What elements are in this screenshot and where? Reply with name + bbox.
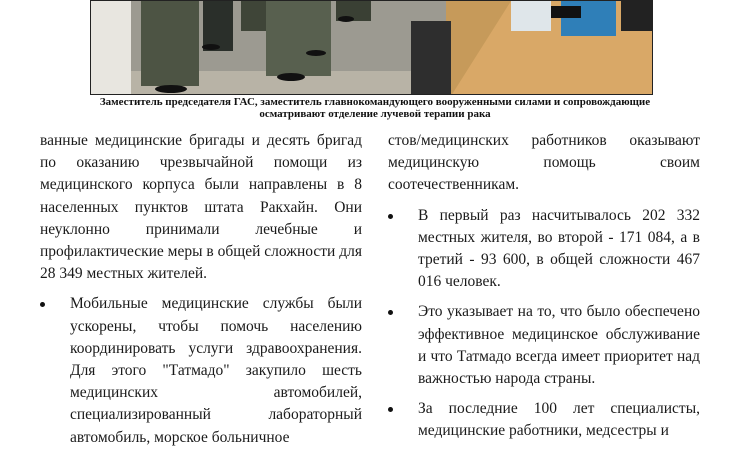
bullet-item — [388, 301, 700, 390]
bullet-item — [40, 293, 362, 448]
paragraph-continuation: ванные медицинские бригады и десять бригад по оказанию чрезвычайной помощи из медицинского корпуса были направлены в 8 населенных пунктов штата Ракхайн. Они неуклонно принимали лечебные и профилактические меры в общей сложности для 28 349 местных жителей. — [40, 132, 362, 283]
bullet-text: В первый раз насчитывалось 202 332 местных жителя, во второй - 171 084, а в третий - 93 600, в общей сложности 467 016 человек. — [418, 206, 700, 291]
news-photo — [90, 0, 653, 95]
left-column — [40, 130, 362, 457]
bullet-text: Мобильные медицинские службы были ускорены, чтобы помочь населению координировать услуги здравоохранения. Для этого "Татмадо" закупило шесть медицинских автомобилей, специализированный лабораторный автомобиль, морское больничное — [70, 295, 362, 446]
bullet-icon — [388, 407, 393, 412]
bullet-item — [388, 205, 700, 294]
caption-line-1: Заместитель председателя ГАС, заместитель главнокомандующего вооруженными силами и сопровождающие — [99, 96, 651, 108]
photo-caption — [20, 96, 730, 120]
bullet-icon — [40, 302, 45, 307]
bullet-text: Это указывает на то, что было обеспечено эффективное медицинское обслуживание и что Татмадо всегда имеет приоритет над важностью народа страны. — [418, 303, 700, 388]
bullet-icon — [388, 214, 393, 219]
bullet-text: За последние 100 лет специалисты, медицинские работники, медсестры и — [418, 400, 700, 440]
bullet-icon — [388, 310, 393, 315]
paragraph-continuation: стов/медицинских работников оказывают медицинскую помощь своим соотечественникам. — [388, 132, 700, 194]
right-column — [388, 130, 700, 451]
bullet-item — [388, 398, 700, 442]
caption-line-2: осматривают отделение лучевой терапии рака — [259, 108, 491, 120]
